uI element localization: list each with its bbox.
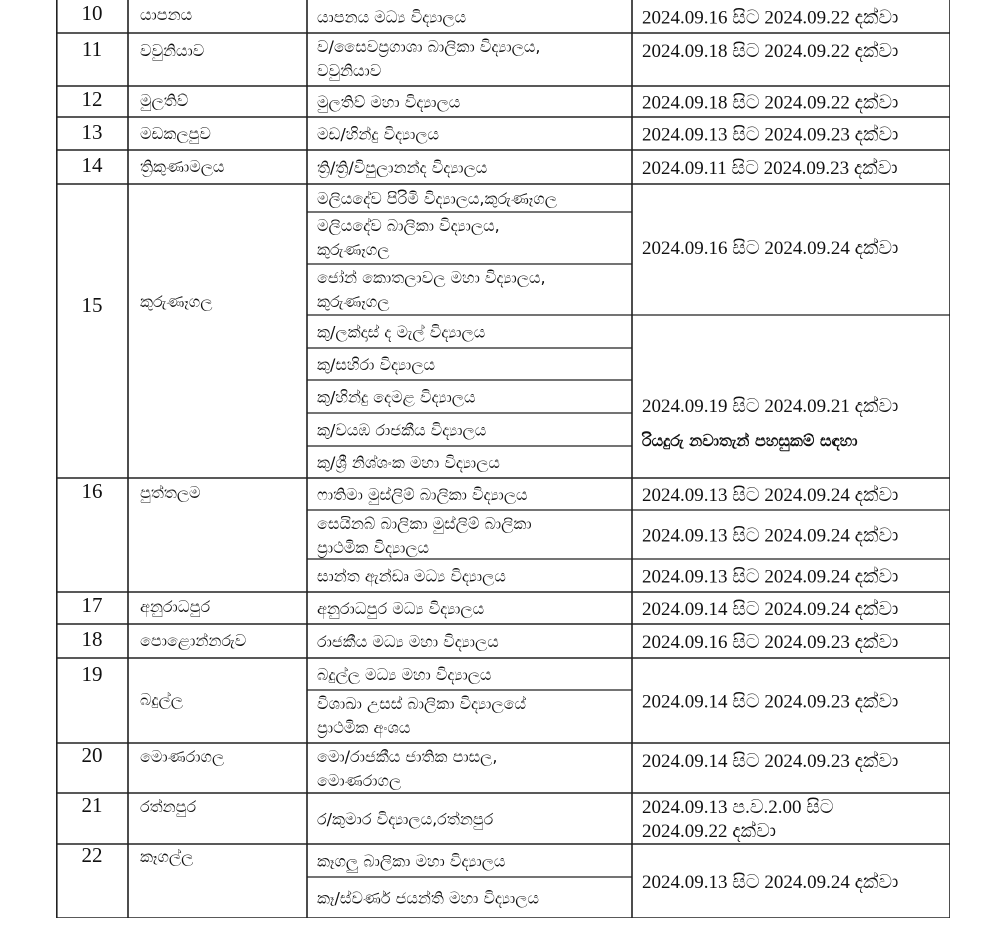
school-name: අනුරාධපුර මධ්‍ය විද්‍යාලය: [317, 599, 485, 618]
school-name: සාන්ත ඇන්ඩෘ මධ්‍ය විද්‍යාලය: [317, 566, 506, 586]
school-name: ප්‍රාථමික අංශය: [317, 718, 411, 737]
school-name: කුරුණෑගල: [317, 240, 390, 259]
date-range: 2024.09.16 සිට 2024.09.22 දක්වා: [642, 7, 899, 29]
district-name: රත්නපුර: [140, 797, 197, 816]
school-name: ජෝන් කොතලාවල මහා විද්‍යාලය,: [317, 268, 546, 287]
district-name: කුරුණෑගල: [140, 292, 213, 311]
district-name: මඩකලපුව: [140, 124, 211, 143]
date-range: 2024.09.14 සිට 2024.09.23 දක්වා: [642, 751, 899, 772]
row-number: 19: [81, 662, 103, 686]
district-name: පුත්තලම: [140, 483, 201, 502]
row-number: 22: [81, 843, 103, 867]
date-range: 2024.09.13 සිට 2024.09.24 දක්වා: [642, 872, 899, 893]
date-range: 2024.09.13 ප.ව.2.00 සිට: [642, 797, 834, 818]
date-range: 2024.09.18 සිට 2024.09.22 දක්වා: [642, 92, 899, 114]
row-number: 21: [81, 793, 103, 817]
school-name: මුලතිව් මහා විද්‍යාලය: [317, 92, 461, 112]
school-name: මොණරාගල: [317, 771, 402, 790]
school-name: කෑගලු බාලිකා මහා විද්‍යාලය: [317, 851, 506, 871]
school-name: ර/කුමාර විද්‍යාලය,රත්නපුර: [317, 809, 494, 829]
date-range: 2024.09.13 සිට 2024.09.24 දක්වා: [642, 566, 899, 588]
school-name: ත්‍රි/ත්‍රි/විපුලානන්ද විද්‍යාලය: [317, 158, 488, 177]
school-name: විශාඛා උසස් බාලිකා විද්‍යාලයේ: [317, 694, 526, 713]
school-name: යාපනය මධ්‍ය විද්‍යාලය: [317, 7, 467, 27]
school-name: කු/ලක්දාස් ද මැල් විද්‍යාලය: [317, 322, 486, 342]
school-name: සෙයිනබ් බාලිකා මුස්ලිම් බාලිකා: [317, 514, 532, 533]
schedule-table: [56, 0, 950, 918]
school-name: කෑ/ස්වර්ණ ජයන්ති මහා විද්‍යාලය: [317, 888, 539, 908]
district-name: අනුරාධපුර: [140, 597, 211, 616]
district-name: මුලතිව්: [140, 91, 189, 110]
school-name: මලියදේව බාලිකා විද්‍යාලය,: [317, 216, 500, 235]
row-number: 18: [81, 627, 103, 651]
school-name: කු/ශ්‍රී නිශ්ශංක මහා විද්‍යාලය: [317, 453, 500, 472]
date-range: 2024.09.11 සිට 2024.09.23 දක්වා: [642, 158, 898, 179]
row-number: 17: [81, 593, 103, 617]
school-name: කු/වයඹ රාජකීය විද්‍යාලය: [317, 420, 487, 440]
date-range: 2024.09.18 සිට 2024.09.22 දක්වා: [642, 41, 899, 62]
school-name: කු/සහිරා විද්‍යාලය: [317, 355, 436, 374]
school-name: මඩ/හින්දු විද්‍යාලය: [317, 124, 440, 144]
school-name: කු/හින්දු දෙමළ විද්‍යාලය: [317, 387, 476, 407]
district-name: මොණරාගල: [140, 747, 225, 766]
row-number: 15: [81, 293, 103, 317]
row-number: 14: [81, 153, 103, 177]
district-name: ත්‍රිකුණාමලය: [140, 157, 225, 176]
date-range: 2024.09.13 සිට 2024.09.24 දක්වා: [642, 525, 899, 547]
row-number: 10: [81, 1, 103, 25]
date-range: 2024.09.13 සිට 2024.09.24 දක්වා: [642, 485, 899, 506]
school-name: වවුනියාව: [317, 61, 382, 80]
district-name: පොළොන්නරුව: [140, 631, 247, 650]
date-range: 2024.09.14 සිට 2024.09.24 දක්වා: [642, 599, 899, 620]
school-name: ප්‍රාථමික විද්‍යාලය: [317, 538, 430, 557]
district-name: වවුනියාව: [140, 41, 205, 60]
district-name: යාපනය: [140, 5, 193, 24]
school-name: බදුල්ල මධ්‍ය මහා විද්‍යාලය: [317, 665, 492, 684]
date-range: 2024.09.19 සිට 2024.09.21 දක්වා: [642, 396, 899, 417]
district-name: කෑගල්ල: [140, 847, 194, 866]
date-range: 2024.09.22 දක්වා: [642, 821, 777, 842]
date-range: 2024.09.13 සිට 2024.09.23 දක්වා: [642, 124, 899, 146]
school-name: මො/රාජකීය ජාතික පාසල,: [317, 747, 498, 766]
school-name: ෆාතිමා මුස්ලිම් බාලිකා විද්‍යාලය: [317, 485, 528, 504]
row-number: 20: [81, 743, 103, 767]
school-name: මලියදේව පිරිමි විද්‍යාලය,කුරුණෑගල: [317, 189, 557, 208]
driver-accommodation-note: රියදුරු නවාතැන් පහසුකම් සඳහා: [642, 431, 858, 450]
date-range: 2024.09.16 සිට 2024.09.23 දක්වා: [642, 632, 899, 653]
date-range: 2024.09.16 සිට 2024.09.24 දක්වා: [642, 238, 899, 259]
row-number: 12: [81, 87, 103, 111]
school-name: ව/සෛවප්‍රගාශා බාලිකා විද්‍යාලය,: [317, 37, 541, 56]
school-name: කුරුණෑගල: [317, 292, 390, 311]
row-number: 13: [81, 120, 103, 144]
date-range: 2024.09.14 සිට 2024.09.23 දක්වා: [642, 691, 899, 713]
school-name: රාජකීය මධ්‍ය මහා විද්‍යාලය: [317, 632, 499, 651]
row-number: 11: [81, 37, 103, 61]
district-name: බදුල්ල: [140, 690, 183, 709]
row-number: 16: [81, 479, 103, 503]
